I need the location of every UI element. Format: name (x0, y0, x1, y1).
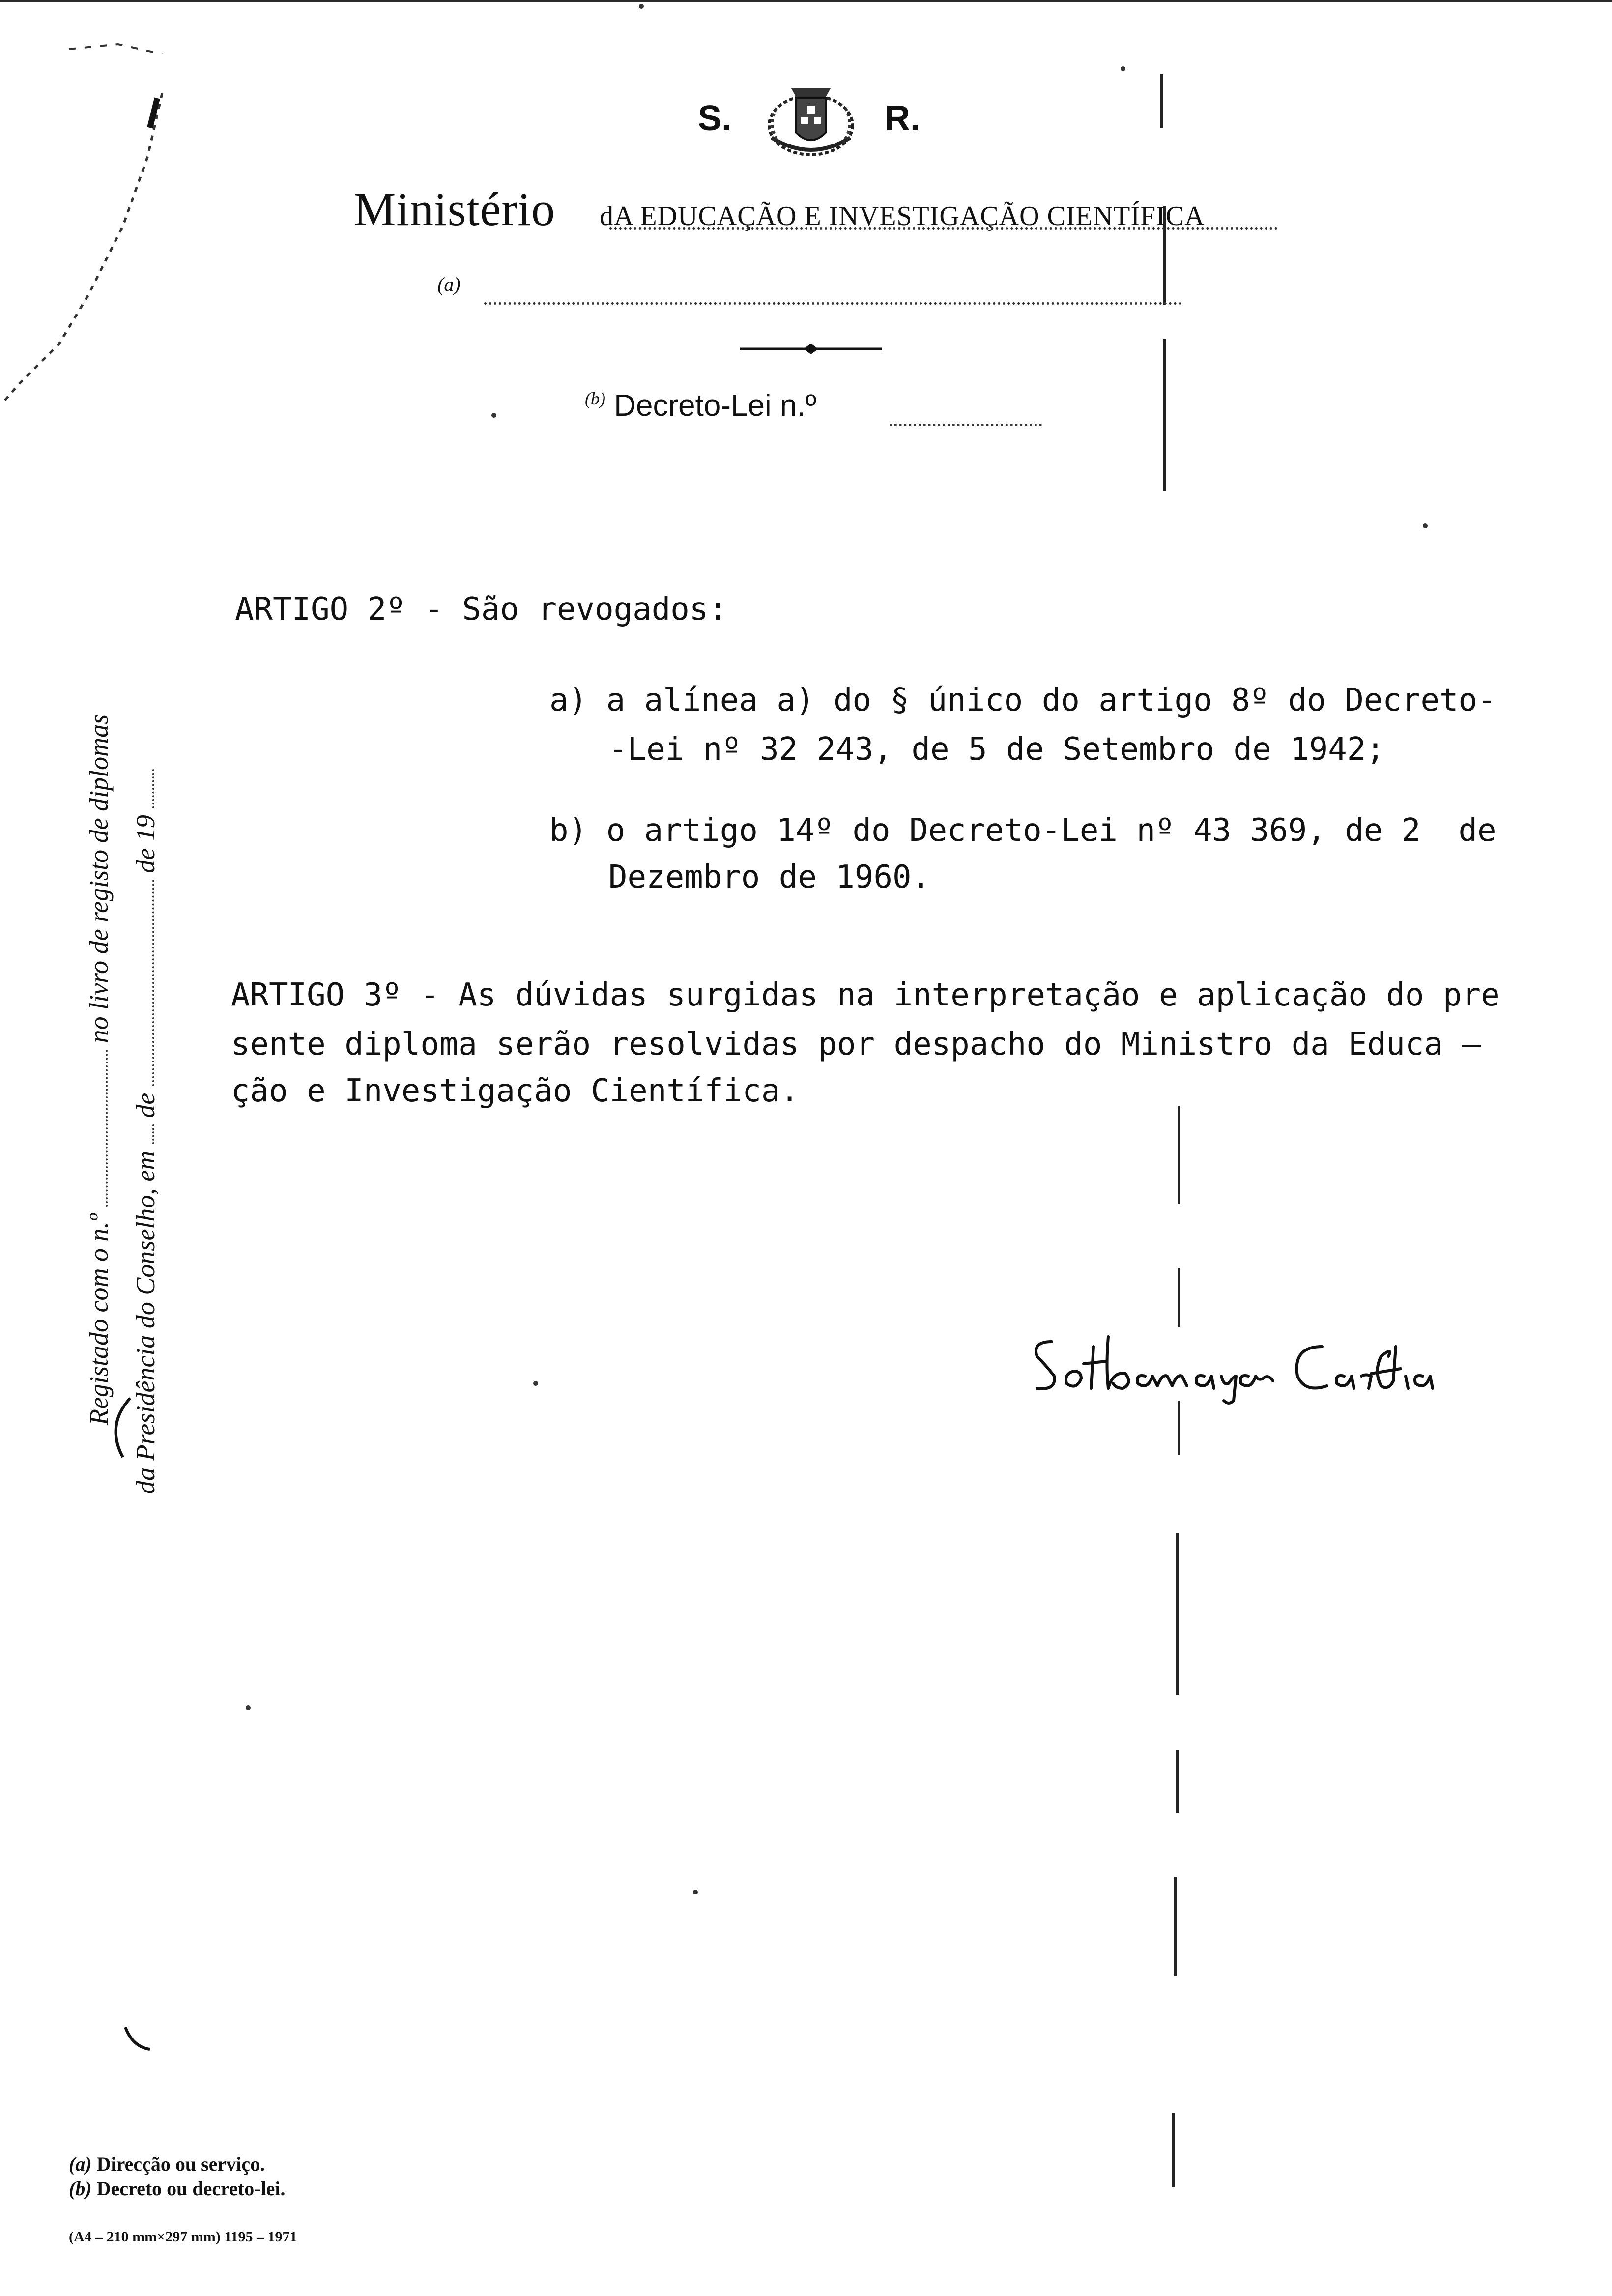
footnote-a-mark: (a) (69, 2153, 92, 2175)
scan-line (1176, 1533, 1179, 1695)
margin-text: de (131, 1092, 160, 1118)
scan-scratch (0, 29, 177, 403)
scan-line (1160, 74, 1163, 128)
scan-speck (639, 4, 644, 9)
scan-speck (1423, 523, 1428, 528)
form-reference: (A4 – 210 mm×297 mm) 1195 – 1971 (69, 2229, 297, 2245)
footnote-b-mark: (b) (69, 2178, 92, 2200)
field-a-label: (a) (437, 273, 461, 295)
margin-text: no livro de registo de diplomas (84, 714, 114, 1043)
margin-text: de 19 (131, 815, 160, 873)
article-2-item-a-line: -Lei nº 32 243, de 5 de Setembro de 1942; (608, 731, 1385, 768)
margin-dotted-line (152, 880, 154, 1086)
decreto-text: Decreto-Lei n.º (614, 389, 817, 423)
scan-line (1178, 1401, 1180, 1455)
article-2-item-b-line: b) o artigo 14º do Decreto-Lei nº 43 369, de 2 de (549, 812, 1497, 849)
header-sr (698, 79, 944, 162)
margin-bracket (123, 2025, 152, 2054)
scan-line (1174, 1877, 1177, 1976)
footnote-b (69, 2177, 286, 2200)
article-2-item-b-line: Dezembro de 1960. (608, 859, 931, 895)
margin-text: da Presidência do Conselho, em (131, 1150, 160, 1494)
margin-dotted-line (152, 1124, 154, 1144)
article-3-line: sente diploma serão resolvidas por despacho do Ministro da Educa – (231, 1026, 1481, 1062)
scan-speck (693, 1890, 698, 1894)
scan-top-edge (0, 0, 1612, 2)
scan-line (1176, 1750, 1179, 1813)
field-a-line (437, 273, 1189, 302)
signature (1027, 1327, 1445, 1406)
scan-line (1178, 1106, 1180, 1204)
footnote-b-text: Decreto ou decreto-lei. (96, 2178, 286, 2200)
scan-line (1172, 2113, 1175, 2187)
margin-dotted-line (106, 1050, 108, 1207)
footnote-a-text: Direcção ou serviço. (96, 2153, 265, 2175)
field-a-dotted-line (484, 302, 1182, 305)
header-s-letter: S. (698, 99, 732, 138)
footnote-a (69, 2152, 265, 2176)
decreto-label (585, 388, 816, 423)
divider-ornament (740, 342, 882, 356)
ministry-dotted-line (609, 227, 1278, 230)
scan-line (1163, 339, 1166, 491)
registration-margin (74, 590, 172, 1494)
ministry-line (354, 182, 1278, 236)
margin-dotted-line (152, 769, 154, 808)
scan-line (1178, 1268, 1180, 1327)
scan-speck (491, 413, 496, 418)
scan-speck (1121, 66, 1125, 71)
header-r-letter: R. (885, 99, 920, 138)
article-2-item-a-line: a) a alínea a) do § único do artigo 8º do Decreto- (549, 682, 1497, 718)
article-2-heading: ARTIGO 2º - São revogados: (235, 591, 727, 628)
ministry-word: Ministério (354, 183, 555, 235)
margin-text: Registado com o n.º (84, 1213, 114, 1425)
article-3-line: ARTIGO 3º - As dúvidas surgidas na interpretação e aplicação do pre (231, 977, 1500, 1013)
margin-bracket (103, 1396, 133, 1460)
scan-speck (533, 1381, 538, 1386)
decreto-line (585, 388, 1052, 428)
decreto-mark: (b) (585, 389, 605, 408)
scan-speck (246, 1705, 251, 1710)
article-3-line: ção e Investigação Científica. (231, 1073, 799, 1109)
coat-of-arms-icon (762, 79, 860, 162)
ministry-name: dA EDUCAÇÃO E INVESTIGAÇÃO CIENTÍFICA (600, 201, 1205, 231)
decreto-dotted-line (890, 424, 1042, 426)
